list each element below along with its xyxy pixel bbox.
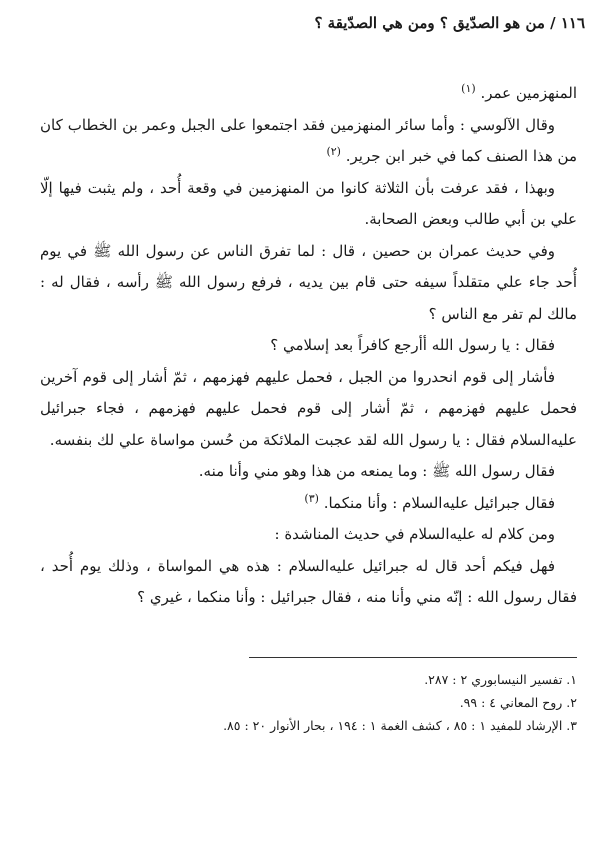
- paragraph-9: ومن كلام له عليه‌السلام في حديث المناشدة :: [274, 525, 555, 543]
- page-header-title: ١١٦ / من هو الصدّيق ؟ ومن هي الصدّيقة ؟: [314, 14, 585, 32]
- running-header: [28, 14, 585, 32]
- footnote-2: ٢. روح المعاني ٤ : ٩٩.: [459, 695, 577, 710]
- paragraph-1-text: المنهزمين عمر.: [480, 84, 577, 102]
- paragraph-1: [40, 78, 577, 110]
- paragraph-8-text: فقال جبرائيل عليه‌السلام : وأنا منكما.: [323, 493, 555, 512]
- footnote-ref-1: (١): [461, 82, 476, 95]
- footnote-ref-3: (٣): [304, 491, 319, 505]
- paragraph-8: [40, 488, 577, 520]
- paragraph-4: وفي حديث عمران بن حصين ، قال : لما تفرق الناس عن رسول الله ﷺ في يوم أُحد جاء علي متقلداً سيفه حتى قام بين يديه ، فرفع رسول الله ﷺ رأسه ، فقال له : مالك لم تفر مع الناس ؟: [40, 241, 577, 323]
- paragraph-2: [40, 110, 577, 173]
- footnotes: [40, 668, 577, 737]
- paragraph-2-text: وقال الآلوسي : وأما سائر المنهزمين فقد اجتمعوا على الجبل وعمر بن الخطاب كان من هذا الصنف كما في خبر ابن جرير.: [40, 115, 577, 165]
- footnote-ref-2: (٢): [326, 145, 341, 158]
- main-text: [40, 78, 577, 614]
- paragraph-3: وبهذا ، فقد عرفت بأن الثلاثة كانوا من المنهزمين في وقعة أُحد ، ولم يثبت فيها إلّا علي بن أبي طالب وبعض الصحابة.: [40, 178, 577, 228]
- footnote-3: ٣. الإرشاد للمفيد ١ : ٨٥ ، كشف الغمة ١ : ١٩٤ ، بحار الأنوار ٢٠ : ٨٥.: [223, 718, 577, 733]
- footnote-1: ١. تفسير النيسابوري ٢ : ٢٨٧.: [424, 672, 577, 687]
- paragraph-7: فقال رسول الله ﷺ : وما يمنعه من هذا وهو مني وأنا منه.: [198, 462, 555, 480]
- footnote-divider: [249, 657, 577, 658]
- paragraph-10: فهل فيكم أحد قال له جبرائيل عليه‌السلام : هذه هي المواساة ، وذلك يوم أُحد ، فقال رسول الله : إنّه مني وأنا منه ، فقال جبرائيل : وأنا منكما ، غيري ؟: [40, 556, 577, 606]
- paragraph-6: فأشار إلى قوم انحدروا من الجبل ، فحمل عليهم فهزمهم ، ثمّ أشار إلى قوم آخرين فحمل عليهم فهزمهم ، ثمّ أشار إلى قوم فحمل عليهم فهزمهم ، فجاء جبرائيل عليه‌السلام فقال : يا رسول الله لقد عجبت الملائكة من حُسن مواساة علي لك بنفسه.: [40, 367, 577, 449]
- paragraph-5: فقال : يا رسول الله أأرجع كافراً بعد إسلامي ؟: [270, 336, 555, 354]
